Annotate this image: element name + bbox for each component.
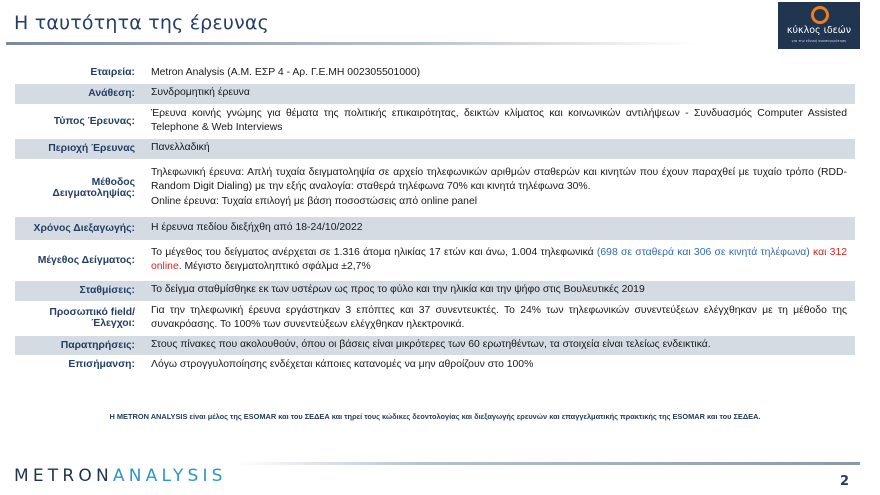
- table-row: [15, 138, 855, 159]
- row-label: Μέγεθος Δείγματος:: [15, 240, 143, 280]
- row-value: Συνδρομητική έρευνα: [143, 83, 855, 104]
- sampling-method-telephone: Τηλεφωνική έρευνα: Απλή τυχαία δειγματοληψία σε αρχείο τηλεφωνικών αριθμών σταθερών και κινητών που έχουν παραχθεί με τυχαίο τρόπο (RDD-Random Digit Dialing) με την εξής αναλογία: σταθερά τηλέφωνα 70% και κινητά τηλέφωνα 30%.: [151, 166, 847, 193]
- row-value: Έρευνα κοινής γνώμης για θέματα της πολιτικής επικαιρότητας, δεικτών κλίματος και κοινωνικών αντιλήψεων - Συνδυασμός Computer Assisted Telephone & Web Interviews: [143, 104, 855, 138]
- kyklos-ideon-logo: [778, 2, 860, 49]
- esomar-membership-note: Η METRON ANALYSIS είναι μέλος της ESOMAR και του ΣΕΔΕΑ και τηρεί τους κώδικες δεοντολογίας και διεξαγωγής ερευνών και επαγγελματικής πρακτικής της ESOMAR και του ΣΕΔΕΑ.: [109, 412, 761, 421]
- sample-size-online: και 312 online: [151, 246, 848, 272]
- row-label: Παρατηρήσεις:: [15, 335, 143, 355]
- table-row: [15, 159, 855, 216]
- row-label: Προσωπικό field/Έλεγχοι:: [15, 301, 143, 335]
- sample-size-error: . Μέγιστο δειγματοληπτικό σφάλμα ±2,7%: [178, 261, 371, 272]
- row-label: Μέθοδος Δειγματοληψίας:: [15, 159, 143, 216]
- row-value: Το δείγμα σταθμίσθηκε εκ των υστέρων ως προς το φύλο και την ηλικία και την ψήφο στις Βουλευτικές 2019: [143, 280, 855, 301]
- row-value: Στους πίνακες που ακολουθούν, όπου οι βάσεις είναι μικρότερες των 60 ερωτηθέντων, τα στοιχεία είναι τελείως ενδεικτικά.: [143, 335, 855, 355]
- row-label: Εταιρεία:: [15, 63, 143, 83]
- row-label: Ανάθεση:: [15, 83, 143, 104]
- sample-size-breakdown: (698 σε σταθερά και 306 σε κινητά τηλέφωνα): [596, 246, 810, 258]
- table-row: [15, 301, 855, 335]
- row-value: Για την τηλεφωνική έρευνα εργάστηκαν 3 επόπτες και 37 συνεντευκτές. Το 24% των τηλεφωνικών συνεντεύξεων ελέγχθηκαν με τη μέθοδο της συνακρόασης. Το 100% των συνεντεύξεων ελέγχθηκαν ηλεκτρονικά.: [143, 301, 855, 335]
- footer-divider: [235, 462, 860, 465]
- row-value: [143, 240, 855, 280]
- logo-name: κύκλος ιδεών: [786, 25, 852, 36]
- row-value: Metron Analysis (Α.Μ. ΕΣΡ 4 - Αρ. Γ.Ε.ΜΗ 002305501000): [143, 63, 855, 83]
- metron-analysis-logo: [14, 466, 227, 486]
- table-row: [15, 240, 855, 280]
- sample-size-text: Το μέγεθος του δείγματος ανέρχεται σε 1.316 άτομα ηλικίας 17 ετών και άνω, 1.004 τηλεφωνικά: [151, 246, 597, 258]
- brand-part-2: ANALYSIS: [112, 466, 227, 486]
- row-label: Επισήμανση:: [15, 355, 143, 374]
- table-row: [15, 83, 855, 104]
- title-divider: [6, 42, 696, 45]
- row-label: Σταθμίσεις:: [15, 280, 143, 301]
- logo-ring-icon: [811, 6, 829, 24]
- row-label: Τύπος Έρευνας:: [15, 104, 143, 138]
- row-label: Περιοχή Έρευνας: [15, 138, 143, 159]
- table-row: [15, 355, 855, 374]
- logo-tagline: για την εθνική ανασυγκρότηση: [791, 39, 847, 43]
- sampling-method-online: Online έρευνα: Τυχαία επιλογή με βάση ποσοστώσεις από online panel: [151, 195, 478, 207]
- survey-identity-table: [15, 63, 855, 374]
- row-label: Χρόνος Διεξαγωγής:: [15, 216, 143, 240]
- row-value: Πανελλαδική: [143, 138, 855, 159]
- row-value: [143, 159, 855, 216]
- row-value: Λόγω στρογγυλοποίησης ενδέχεται κάποιες κατανομές να μην αθροίζουν στο 100%: [143, 355, 855, 374]
- brand-part-1: METRON: [14, 466, 113, 486]
- table-row: [15, 63, 855, 83]
- table-row: [15, 280, 855, 301]
- table-row: [15, 335, 855, 355]
- page-number: 2: [840, 474, 850, 489]
- table-row: [15, 104, 855, 138]
- row-value: Η έρευνα πεδίου διεξήχθη από 18-24/10/2022: [143, 216, 855, 240]
- page-title: Η ταυτότητα της έρευνας: [14, 12, 269, 34]
- table-row: [15, 216, 855, 240]
